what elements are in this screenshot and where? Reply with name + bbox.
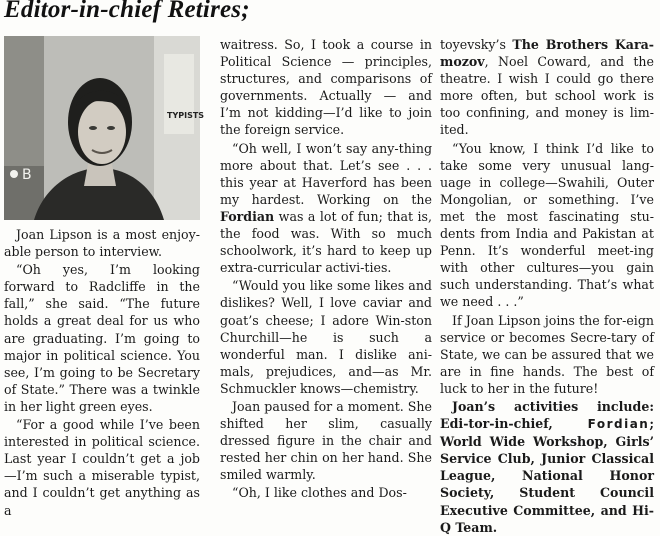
col1-para-1: Joan Lipson is a most enjoy-able person to interview. — [4, 227, 200, 260]
sign-letter: B — [22, 167, 32, 183]
col2-para-1: waitress. So, I took a course in Political Science — principles, structures, and comparisons of governments. Actually — and I’m not kidding—I’d like to join the foreign service. — [220, 37, 432, 138]
col2-para-3: “Would you like some likes and dislikes? Well, I love caviar and goat’s cheese; I adore Win-ston Churchill—he is such a wonderful man. I dislike ani-mals, prejudices, and—as Mr. Schmuckler knows—chemistry. — [220, 278, 432, 396]
col3-para-4 — [440, 398, 654, 536]
col2-para-2 — [220, 140, 432, 277]
fordian-name: Fordian — [587, 417, 650, 432]
activities-list-b: ; World Wide Workshop, Girls’ Service Club, Junior Classical League, National Honor Society, Student Council Executive Committee, and Hi-Q Team. — [440, 416, 654, 535]
sign-text: TYPISTS — [167, 111, 205, 120]
activities-label: Joan’s activities include: — [452, 398, 654, 414]
portrait-photo — [4, 36, 205, 220]
col3-para-1 — [440, 36, 654, 139]
book-title: The Brothers Kara-mozov — [440, 37, 654, 70]
col3-para-1a: toyevsky’s — [440, 37, 513, 52]
headline: Editor-in-chief Retires; — [4, 0, 250, 23]
activities-list-a: Edi-tor-in-chief, — [440, 416, 588, 432]
col2-para-5: “Oh, I like clothes and Dos- — [232, 485, 407, 501]
col3-para-3: If Joan Lipson joins the for-eign service or becomes Secre-tary of State, we can be assured that we are in fine hands. The best of luck to her in the future! — [440, 312, 654, 396]
col1-para-3: “For a good while I’ve been interested in political science. Last year I couldn’t get a job—I’m such a miserable typist, and I couldn’t get anything as a — [4, 417, 200, 518]
col1-para-2: “Oh yes, I’m looking forward to Radcliffe in the fall,” she said. “The future holds a great deal for us who are graduating. I’m going to major in political science. You see, I’m going to be Secretary of State.” There was a twinkle in her light green eyes. — [4, 262, 200, 414]
col2-para-4: Joan paused for a moment. She shifted her slim, casually dressed figure in the chair and rested her chin on her hand. She smiled warmly. — [220, 398, 432, 483]
col2-para-2c: was a lot of fun; that is, the food was. With so much schoolwork, it’s hard to keep up extra-curricular activi-ties. — [220, 208, 432, 276]
col2-para-2a: “Oh well, I won’t say any-thing more about that. Let’s see . . . this year at Haverford has been my hardest. Working on the — [220, 140, 432, 207]
col3-para-1c: , Noel Coward, and the theatre. I wish I could go there more often, but school work is too confining, and money is lim-ited. — [440, 54, 654, 138]
fordian-title: Fordian — [220, 208, 275, 224]
column-2 — [220, 36, 432, 502]
column-3 — [440, 36, 654, 536]
col3-para-2: “You know, I think I’d like to take some very unusual lang-uage in college—Swahili, Outer Mongolian, or something. I’ve met the most fascinating stu-dents from India and Pakistan at Penn. It’s wonderful meet-ing with other cultures—you gain such understanding. That’s what we need . . .” — [440, 140, 654, 310]
column-1 — [4, 36, 205, 519]
